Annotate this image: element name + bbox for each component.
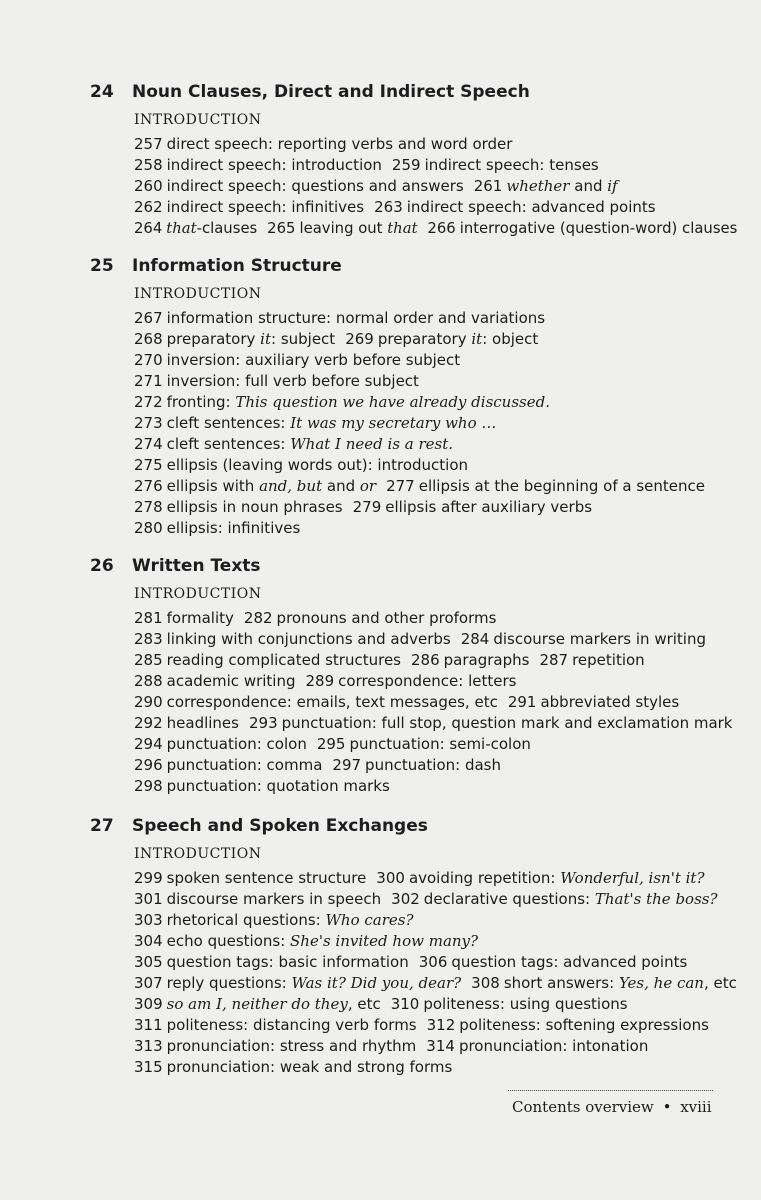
entry-title: headlines	[166, 714, 239, 732]
entry-title: abbreviated styles	[540, 693, 680, 711]
entry-number: 297	[332, 756, 362, 774]
contents-entry[interactable]	[134, 995, 381, 1013]
entry-title: repetition	[572, 651, 645, 669]
contents-entry[interactable]	[134, 953, 409, 971]
contents-row	[134, 931, 488, 952]
entry-title: pronunciation: intonation	[458, 1037, 649, 1055]
entry-title-italic: that	[387, 219, 418, 237]
section-title: Speech and Spoken Exchanges	[132, 816, 428, 836]
entry-title: discourse markers in speech	[166, 890, 382, 908]
contents-row	[134, 734, 541, 755]
entry-number: 271	[134, 372, 163, 390]
entry-number: 269	[345, 330, 374, 348]
contents-entry[interactable]	[392, 156, 599, 174]
entry-title: direct speech: reporting verbs and word order	[166, 135, 513, 153]
contents-row	[134, 434, 463, 455]
contents-entry[interactable]	[374, 198, 655, 216]
entry-number: 311	[134, 1016, 163, 1034]
contents-row	[134, 1036, 658, 1057]
contents-entry[interactable]	[134, 519, 300, 537]
entry-title: politeness: distancing verb forms	[166, 1016, 417, 1034]
entry-title-part: , etc	[347, 995, 381, 1013]
section-title: Information Structure	[132, 256, 342, 276]
entry-title-italic: What I need is a rest.	[290, 435, 454, 453]
contents-entry[interactable]	[134, 1016, 417, 1034]
entry-title-part: fronting:	[166, 393, 236, 411]
introduction-label: INTRODUCTION	[134, 112, 262, 128]
contents-entry[interactable]	[134, 1037, 416, 1055]
entry-number: 286	[411, 651, 440, 669]
contents-entry[interactable]	[134, 414, 496, 432]
entry-title-italic: Yes, he can	[618, 974, 704, 992]
contents-entry[interactable]	[134, 351, 460, 369]
contents-row	[134, 650, 655, 671]
contents-entry[interactable]	[134, 974, 461, 992]
entry-number: 265	[267, 219, 296, 237]
contents-entry[interactable]	[267, 219, 417, 237]
entry-title-part: ellipsis with	[166, 477, 260, 495]
contents-entry[interactable]	[306, 672, 517, 690]
contents-row	[134, 413, 506, 434]
contents-row	[134, 176, 628, 197]
entry-title: punctuation: full stop, question mark and exclamation mark	[281, 714, 733, 732]
contents-row	[134, 608, 506, 629]
entry-number: 299	[134, 869, 163, 887]
entry-number: 284	[460, 630, 490, 648]
entry-title-italic: it	[260, 330, 271, 348]
entry-title: reading complicated structures	[166, 651, 402, 669]
contents-entry[interactable]	[411, 651, 529, 669]
section-number: 25	[90, 256, 114, 276]
entry-number: 302	[391, 890, 420, 908]
entry-title-part: preparatory	[166, 330, 261, 348]
contents-entry[interactable]	[134, 198, 364, 216]
contents-entry[interactable]	[134, 177, 464, 195]
entry-number: 307	[134, 974, 163, 992]
footer-rule	[508, 1090, 713, 1091]
entry-title-part: -clauses	[196, 219, 258, 237]
entry-title: indirect speech: tenses	[424, 156, 599, 174]
contents-entry[interactable]	[134, 911, 414, 929]
footer-label: Contents overview	[512, 1098, 654, 1116]
entry-title-part: short answers:	[503, 974, 619, 992]
entry-title: correspondence: letters	[338, 672, 517, 690]
contents-entry[interactable]	[134, 890, 381, 908]
entry-title: spoken sentence structure	[166, 869, 367, 887]
contents-entry[interactable]	[419, 953, 688, 971]
contents-entry[interactable]	[427, 1016, 709, 1034]
contents-entry[interactable]	[427, 219, 737, 237]
entry-title-part: and	[569, 177, 608, 195]
entry-number: 287	[539, 651, 569, 669]
entry-number: 276	[134, 477, 163, 495]
entry-number: 288	[134, 672, 163, 690]
entry-title: punctuation: dash	[365, 756, 501, 774]
contents-entry[interactable]	[134, 372, 419, 390]
contents-entry[interactable]	[391, 890, 717, 908]
contents-entry[interactable]	[539, 651, 644, 669]
entry-title: question tags: advanced points	[451, 953, 688, 971]
contents-entry[interactable]	[317, 735, 531, 753]
entry-number: 260	[134, 177, 163, 195]
entry-title-italic: that	[166, 219, 197, 237]
entry-title-part: and	[322, 477, 360, 495]
entry-number: 259	[391, 156, 421, 174]
section-title: Written Texts	[132, 556, 261, 576]
contents-entry[interactable]	[249, 714, 733, 732]
entry-number: 266	[427, 219, 456, 237]
contents-entry[interactable]	[134, 156, 382, 174]
entry-number: 300	[376, 869, 405, 887]
contents-entry[interactable]	[134, 672, 296, 690]
entry-number: 304	[134, 932, 163, 950]
entry-number: 296	[134, 756, 163, 774]
entry-title: linking with conjunctions and adverbs	[166, 630, 451, 648]
entry-number: 272	[134, 393, 163, 411]
entry-title-italic: if	[607, 177, 618, 195]
contents-row	[134, 497, 602, 518]
entry-title: punctuation: colon	[166, 735, 307, 753]
contents-entry[interactable]	[134, 498, 343, 516]
entry-number: 257	[134, 135, 163, 153]
entry-number: 262	[134, 198, 163, 216]
entry-title-part: cleft sentences:	[166, 435, 291, 453]
entry-number: 270	[134, 351, 163, 369]
contents-row	[134, 910, 424, 931]
entry-number: 295	[316, 735, 346, 753]
contents-entry[interactable]	[134, 630, 451, 648]
entry-title-italic: it	[471, 330, 483, 348]
introduction-label: INTRODUCTION	[134, 586, 262, 602]
entry-number: 292	[134, 714, 163, 732]
entry-number: 305	[134, 953, 163, 971]
entry-number: 312	[426, 1016, 456, 1034]
contents-row	[134, 973, 747, 994]
entry-title-italic: and, but	[259, 477, 323, 495]
entry-number: 263	[374, 198, 403, 216]
entry-number: 280	[134, 519, 163, 537]
contents-entry[interactable]	[134, 869, 366, 887]
entry-title: punctuation: quotation marks	[166, 777, 390, 795]
entry-title-italic: That's the boss?	[594, 890, 718, 908]
entry-title: ellipsis after auxiliary verbs	[385, 498, 593, 516]
entry-title-part: avoiding repetition:	[408, 869, 561, 887]
contents-row	[134, 197, 666, 218]
entry-number: 285	[134, 651, 163, 669]
entry-number: 290	[134, 693, 163, 711]
entry-title-italic: This question we have already discussed.	[235, 393, 550, 411]
entry-title: interrogative (question-word) clauses	[459, 219, 738, 237]
contents-row	[134, 455, 478, 476]
entry-title: pronunciation: stress and rhythm	[166, 1037, 417, 1055]
contents-row	[134, 1057, 462, 1078]
entry-title-part: reply questions:	[166, 974, 292, 992]
contents-entry[interactable]	[134, 714, 239, 732]
entry-title-part: cleft sentences:	[166, 414, 291, 432]
entry-title: indirect speech: introduction	[166, 156, 382, 174]
contents-entry[interactable]	[134, 1058, 452, 1076]
contents-entry[interactable]	[134, 393, 550, 411]
entry-title: question tags: basic information	[166, 953, 409, 971]
contents-entry[interactable]	[461, 630, 706, 648]
entry-title-part: rhetorical questions:	[166, 911, 326, 929]
entry-title-part: preparatory	[377, 330, 472, 348]
entry-title: politeness: softening expressions	[459, 1016, 709, 1034]
introduction-label: INTRODUCTION	[134, 846, 262, 862]
contents-row	[134, 868, 715, 889]
contents-row	[134, 889, 728, 910]
contents-row	[134, 776, 400, 797]
entry-title-italic: Wonderful, isn't it?	[560, 869, 705, 887]
entry-title: indirect speech: advanced points	[406, 198, 656, 216]
entry-title: inversion: auxiliary verb before subject	[166, 351, 461, 369]
entry-number: 301	[134, 890, 163, 908]
contents-row	[134, 671, 526, 692]
entry-title-part: echo questions:	[166, 932, 291, 950]
contents-entry[interactable]	[244, 609, 497, 627]
entry-title: punctuation: comma	[166, 756, 323, 774]
entry-title-italic: She's invited how many?	[290, 932, 479, 950]
contents-entry[interactable]	[391, 995, 628, 1013]
entry-title: indirect speech: infinitives	[166, 198, 365, 216]
contents-row	[134, 692, 689, 713]
contents-entry[interactable]	[134, 135, 512, 153]
entry-title-italic: Was it? Did you, dear?	[291, 974, 462, 992]
entry-title: punctuation: semi-colon	[349, 735, 531, 753]
entry-number: 298	[134, 777, 163, 795]
contents-entry[interactable]	[426, 1037, 648, 1055]
contents-entry[interactable]	[386, 477, 705, 495]
contents-row	[134, 218, 747, 239]
entry-number: 277	[386, 477, 415, 495]
entry-number: 313	[134, 1037, 163, 1055]
entry-title-italic: or	[359, 477, 377, 495]
entry-number: 261	[473, 177, 503, 195]
entry-title-part: declarative questions:	[423, 890, 595, 908]
entry-title-italic: so am I, neither do they	[166, 995, 348, 1013]
introduction-label: INTRODUCTION	[134, 286, 262, 302]
contents-row	[134, 392, 560, 413]
contents-entry[interactable]	[353, 498, 592, 516]
entry-title-part: : object	[482, 330, 539, 348]
entry-title-italic: It was my secretary who …	[290, 414, 497, 432]
entry-number: 314	[426, 1037, 455, 1055]
contents-entry[interactable]	[471, 974, 737, 992]
contents-entry[interactable]	[134, 609, 234, 627]
entry-number: 308	[471, 974, 500, 992]
entry-number: 306	[418, 953, 448, 971]
entry-title-part: leaving out	[299, 219, 388, 237]
entry-number: 274	[134, 435, 163, 453]
entry-title-italic: Who cares?	[325, 911, 414, 929]
page-footer	[512, 1098, 712, 1116]
contents-row	[134, 371, 429, 392]
contents-row	[134, 476, 715, 497]
section-number: 27	[90, 816, 114, 836]
contents-entry[interactable]	[474, 177, 618, 195]
entry-title: inversion: full verb before subject	[166, 372, 419, 390]
contents-row	[134, 713, 743, 734]
contents-entry[interactable]	[134, 435, 453, 453]
contents-row	[134, 994, 638, 1015]
entry-title-italic: whether	[506, 177, 570, 195]
entry-title: ellipsis (leaving words out): introduction	[166, 456, 469, 474]
contents-entry[interactable]	[134, 477, 376, 495]
contents-row	[134, 350, 470, 371]
footer-separator: •	[662, 1098, 672, 1116]
entry-title: politeness: using questions	[423, 995, 628, 1013]
section-number: 26	[90, 556, 114, 576]
entry-title: academic writing	[166, 672, 296, 690]
entry-number: 310	[390, 995, 420, 1013]
contents-entry[interactable]	[134, 309, 545, 327]
entry-title: discourse markers in writing	[493, 630, 706, 648]
entry-number: 264	[134, 219, 163, 237]
contents-row	[134, 755, 511, 776]
contents-row	[134, 308, 555, 329]
contents-row	[134, 155, 609, 176]
entry-number: 279	[352, 498, 382, 516]
entry-title: pronunciation: weak and strong forms	[166, 1058, 453, 1076]
contents-entry[interactable]	[134, 651, 401, 669]
contents-entry[interactable]	[345, 330, 538, 348]
contents-row	[134, 329, 548, 350]
entry-number: 281	[134, 609, 163, 627]
entry-number: 315	[134, 1058, 163, 1076]
contents-entry[interactable]	[376, 869, 704, 887]
entry-title: ellipsis in noun phrases	[166, 498, 343, 516]
entry-title: ellipsis at the beginning of a sentence	[418, 477, 706, 495]
entry-title-part: : subject	[271, 330, 336, 348]
entry-number: 267	[134, 309, 163, 327]
entry-number: 278	[134, 498, 163, 516]
section-number: 24	[90, 82, 114, 102]
contents-row	[134, 134, 522, 155]
contents-entry[interactable]	[134, 330, 335, 348]
entry-number: 294	[134, 735, 163, 753]
entry-title: information structure: normal order and variations	[166, 309, 546, 327]
entry-title: pronouns and other proforms	[276, 609, 497, 627]
entry-number: 309	[134, 995, 163, 1013]
contents-entry[interactable]	[134, 932, 478, 950]
entry-number: 273	[134, 414, 163, 432]
contents-row	[134, 629, 716, 650]
entry-title: paragraphs	[443, 651, 530, 669]
entry-number: 303	[134, 911, 163, 929]
entry-title: ellipsis: infinitives	[166, 519, 301, 537]
entry-number: 291	[507, 693, 537, 711]
entry-number: 268	[134, 330, 163, 348]
section-title: Noun Clauses, Direct and Indirect Speech	[132, 82, 530, 102]
entry-title: formality	[166, 609, 234, 627]
contents-entry[interactable]	[134, 756, 322, 774]
contents-entry[interactable]	[134, 456, 468, 474]
entry-title-part: , etc	[703, 974, 737, 992]
contents-entry[interactable]	[332, 756, 501, 774]
entry-title: correspondence: emails, text messages, etc	[166, 693, 498, 711]
entry-number: 275	[134, 456, 163, 474]
contents-entry[interactable]	[134, 693, 498, 711]
entry-number: 283	[134, 630, 163, 648]
contents-entry[interactable]	[508, 693, 679, 711]
entry-number: 289	[305, 672, 335, 690]
page-number: xviii	[680, 1098, 712, 1116]
entry-number: 282	[243, 609, 273, 627]
contents-entry[interactable]	[134, 219, 257, 237]
contents-entry[interactable]	[134, 735, 307, 753]
entry-number: 293	[248, 714, 278, 732]
contents-entry[interactable]	[134, 777, 390, 795]
entry-title: indirect speech: questions and answers	[166, 177, 464, 195]
contents-row	[134, 952, 697, 973]
contents-row	[134, 1015, 719, 1036]
contents-row	[134, 518, 310, 539]
entry-number: 258	[134, 156, 163, 174]
